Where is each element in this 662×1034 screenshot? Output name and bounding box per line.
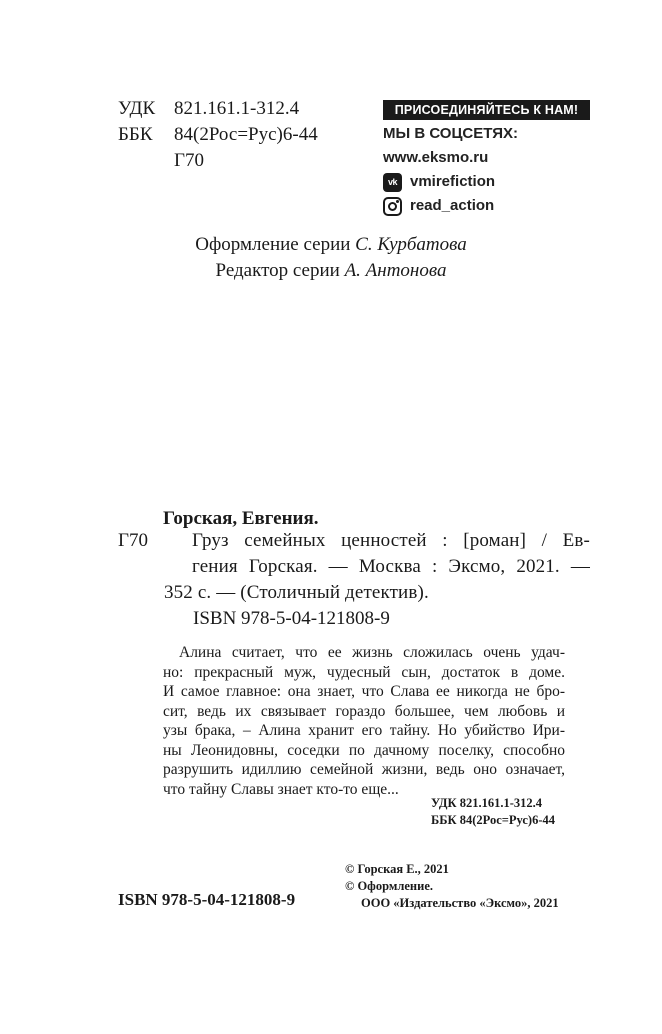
catalog-entry	[164, 528, 590, 606]
vk-handle: vmirefiction	[410, 173, 496, 190]
annotation-bbk: ББК 84(2Рос=Рус)6-44	[431, 813, 555, 827]
catalog-author: Горская, Евгения.	[163, 508, 319, 529]
catalog-entry-line: 352 с. — (Столичный детектив).	[164, 582, 429, 603]
classification-block	[118, 96, 318, 174]
catalog-entry-line: гения Горская. — Москва : Эксмо, 2021. —	[192, 556, 590, 577]
catalog-sign: Г70	[118, 530, 148, 551]
vk-link[interactable]	[383, 170, 590, 194]
copyright-block	[345, 861, 559, 912]
bbk-value: 84(2Рос=Рус)6-44	[174, 124, 318, 145]
annotation-line: ны Леонидовны, соседки по дачному поселку, способно	[163, 741, 565, 759]
bbk-label: ББК	[118, 124, 153, 145]
editor-label: Редактор серии	[215, 260, 340, 281]
editor-credit	[0, 258, 662, 284]
annotation-line: сит, ведь их связывает гораздо большее, чем любовь и	[163, 702, 565, 720]
udk-value: 821.161.1-312.4	[174, 98, 300, 119]
annotation-udk: УДК 821.161.1-312.4	[431, 796, 542, 810]
series-credits	[0, 232, 662, 284]
author-sign-row	[118, 148, 318, 174]
annotation-text	[163, 643, 565, 799]
copyright-design: © Оформление.	[345, 879, 434, 893]
annotation-codes	[431, 795, 555, 829]
design-credit	[0, 232, 662, 258]
social-block	[383, 100, 590, 218]
design-label: Оформление серии	[195, 234, 351, 255]
editor-name: А. Антонова	[344, 260, 447, 281]
annotation-line: разрушить идиллию семейной жизни, ведь оно означает,	[163, 761, 565, 778]
annotation-line: но: прекрасный муж, чудесный сын, достаток в доме.	[163, 663, 565, 681]
instagram-handle: read_action	[410, 197, 495, 214]
instagram-icon	[383, 197, 402, 216]
author-sign: Г70	[174, 150, 204, 171]
website-link[interactable]: www.eksmo.ru	[383, 149, 489, 166]
copyright-author: © Горская Е., 2021	[345, 862, 449, 876]
udk-row	[118, 96, 318, 122]
annotation-line: что тайну Славы знает кто-то еще...	[163, 780, 399, 798]
join-banner: ПРИСОЕДИНЯЙТЕСЬ К НАМ!	[383, 100, 590, 120]
design-name: С. Курбатова	[355, 234, 467, 255]
social-heading: МЫ В СОЦСЕТЯХ:	[383, 125, 519, 142]
bbk-row	[118, 122, 318, 148]
udk-label: УДК	[118, 98, 156, 119]
annotation-line: И самое главное: она знает, что Слава ее никогда не бро-	[163, 683, 565, 700]
copyright-publisher: ООО «Издательство «Эксмо», 2021	[361, 896, 559, 910]
footer-isbn: ISBN 978-5-04-121808-9	[118, 890, 296, 909]
annotation-line: узы брака, – Алина хранит его тайну. Но убийство Ири-	[163, 722, 565, 739]
vk-icon: vk	[383, 173, 402, 192]
catalog-isbn: ISBN 978-5-04-121808-9	[193, 608, 390, 629]
instagram-link[interactable]	[383, 194, 590, 218]
catalog-entry-line: Груз семейных ценностей : [роман] / Ев-	[192, 530, 590, 551]
annotation-line: Алина считает, что ее жизнь сложилась очень удач-	[179, 644, 565, 661]
